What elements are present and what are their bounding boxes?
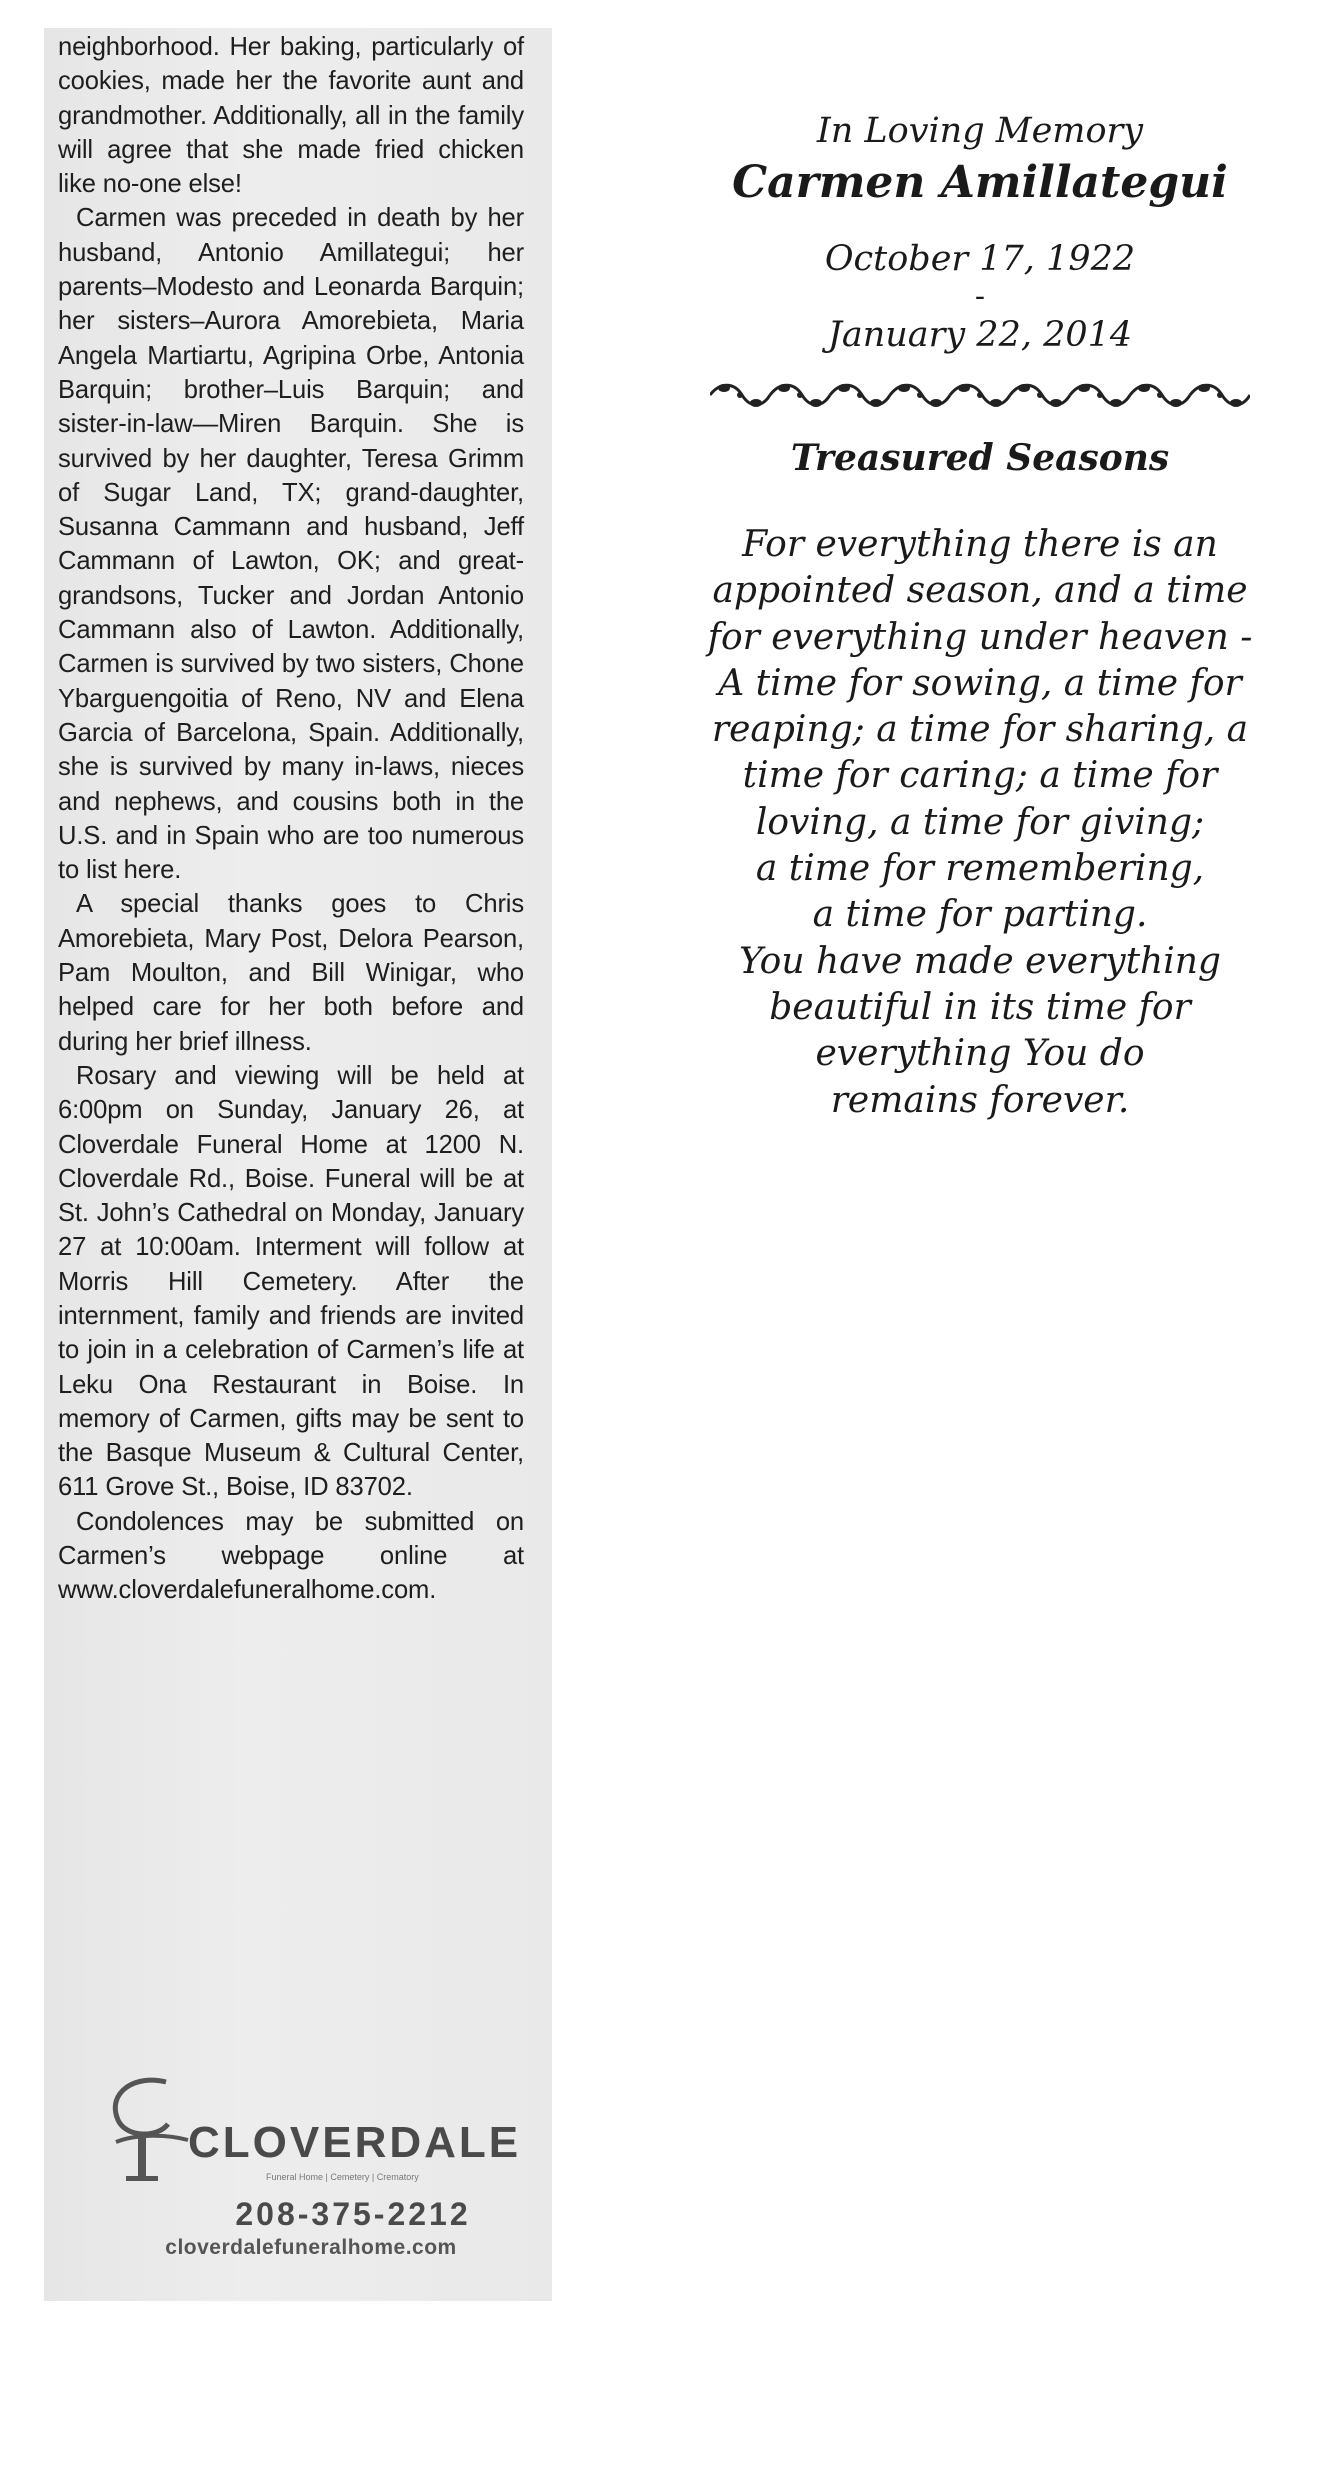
poem-line: for everything under heaven - (707, 616, 1253, 658)
memorial-heading: In Loving Memory (816, 111, 1144, 151)
poem-line: everything You do (815, 1033, 1145, 1075)
ad-phone: 208-375-2212 (235, 2196, 471, 2232)
poem (680, 522, 1280, 1124)
obituary-text (58, 30, 524, 1608)
poem-line: loving, a time for giving; (755, 801, 1205, 843)
ad-website: cloverdalefuneralhome.com (165, 2236, 457, 2259)
memorial-card (680, 110, 1280, 1124)
newspaper-clipping (44, 28, 552, 2301)
date-separator: - (974, 279, 986, 314)
poem-line: a time for parting. (812, 894, 1148, 936)
poem-title: Treasured Seasons (790, 437, 1170, 479)
obituary-paragraph: Condolences may be submitted on Carmen’s webpage online at www.cloverdalefuneralhome.com. (58, 1507, 524, 1605)
cloverdale-logo-icon (96, 2068, 196, 2188)
death-date: January 22, 2014 (827, 315, 1133, 355)
obituary-paragraph: Carmen was preceded in death by her husband, Antonio Amillategui; her parents–Modesto and Leonarda Barquin; her sisters–Aurora Amorebieta, Maria Angela Martiartu, Agripina Orbe, Antonia Barquin; brother–Luis Barquin; and sister-in-law—Miren Barquin. She is survived by her daughter, Teresa Grimm of Sugar Land, TX; grand-daughter, Susanna Cammann and husband, Jeff Cammann of Lawton, OK; and great-grandsons, Tucker and Jordan Antonio Cammann also of Lawton. Additionally, Carmen is survived by two sisters, Chone Ybarguengoitia of Reno, NV and Elena Garcia of Barcelona, Spain. Additionally, she is survived by many in-laws, nieces and nephews, and cousins both in the U.S. and in Spain who are too numerous to list here. (58, 204, 524, 885)
obituary-paragraph: Rosary and viewing will be held at 6:00pm on Sunday, January 26, at Cloverdale Funeral Home at 1200 N. Cloverdale Rd., Boise. Funeral will be at St. John’s Cathedral on Monday, January 27 at 10:00am. Interment will follow at Morris Hill Cemetery. After the internment, family and friends are invited to join in a celebration of Carmen’s life at Leku Ona Restaurant in Boise. In memory of Carmen, gifts may be sent to the Basque Museum & Cultural Center, 611 Grove St., Boise, ID 83702. (58, 1061, 524, 1502)
funeral-home-ad (96, 2068, 526, 2258)
poem-line: beautiful in its time for (769, 986, 1191, 1028)
obituary-paragraph: A special thanks goes to Chris Amorebieta, Mary Post, Delora Pearson, Pam Moulton, and Bill Winigar, who helped care for her both before and during her brief illness. (58, 890, 524, 1056)
obituary-paragraph: neighborhood. Her baking, particularly of cookies, made her the favorite aunt and grandmother. Additionally, all in the family will agree that she made fried chicken like no-one else! (58, 33, 524, 199)
birth-date: October 17, 1922 (824, 239, 1136, 279)
ad-business-name: CLOVERDALE (188, 2118, 522, 2167)
poem-line: For everything there is an (742, 524, 1218, 565)
ad-tagline: Funeral Home | Cemetery | Crematory (266, 2172, 419, 2182)
poem-line: reaping; a time for sharing, a (711, 709, 1249, 751)
poem-line: a time for remembering, (755, 848, 1205, 890)
poem-line: time for caring; a time for (742, 755, 1218, 797)
poem-line: appointed season, and a time (712, 570, 1248, 612)
poem-line: You have made everything (739, 940, 1221, 982)
memorial-name: Carmen Amillategui (732, 157, 1228, 208)
floral-divider-icon (710, 378, 1250, 412)
poem-line: remains forever. (830, 1079, 1130, 1121)
poem-line: A time for sowing, a time for (718, 662, 1242, 704)
